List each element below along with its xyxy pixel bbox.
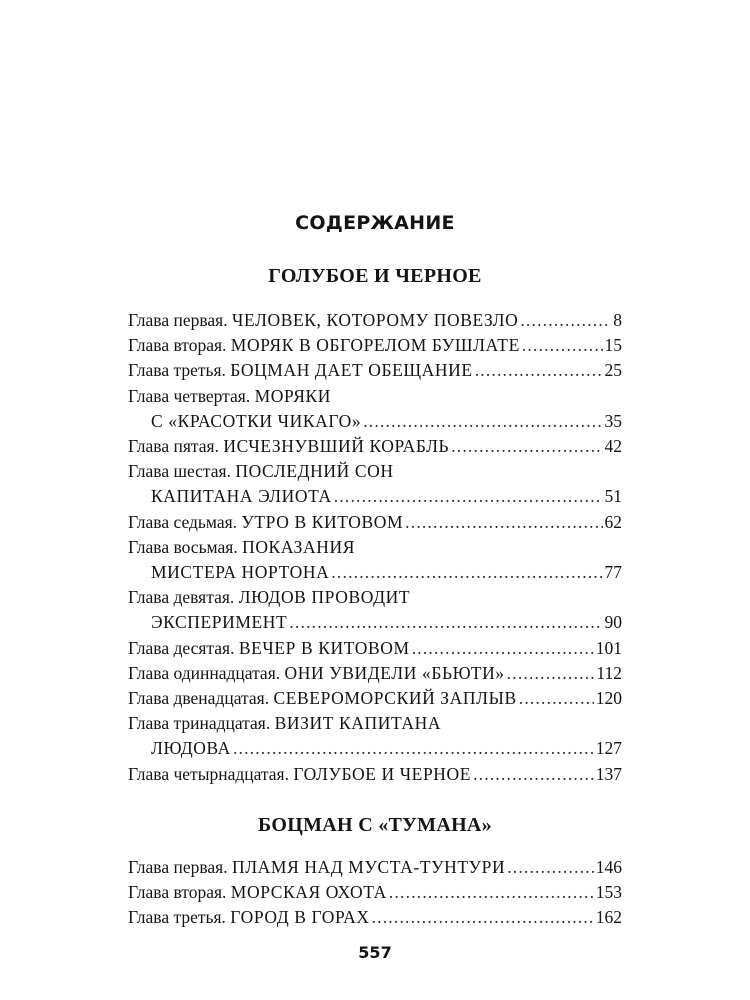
chapter-label: Глава одиннадцатая. bbox=[128, 662, 281, 683]
chapter-label: Глава пятая. bbox=[128, 436, 219, 457]
chapter-title: ЧЕЛОВЕК, КОТОРОМУ ПОВЕЗЛО bbox=[231, 310, 519, 330]
chapter-title: ВИЗИТ КАПИТАНА bbox=[274, 713, 442, 734]
part-title: БОЦМАН С «ТУМАНА» bbox=[258, 814, 492, 836]
chapter-title: ПОКАЗАНИЯ bbox=[242, 536, 355, 557]
chapter-label: Глава третья. bbox=[128, 907, 226, 928]
chapter-label: Глава вторая. bbox=[128, 882, 227, 903]
toc-entry bbox=[128, 686, 622, 711]
toc-entry bbox=[128, 434, 622, 459]
chapter-label: Глава седьмая. bbox=[128, 511, 238, 532]
dot-leader bbox=[520, 308, 611, 333]
toc-entry-line bbox=[128, 855, 622, 880]
chapter-page-number: 62 bbox=[604, 511, 622, 532]
toc-entry bbox=[128, 333, 622, 358]
dot-leader bbox=[334, 484, 603, 509]
chapter-title-continued: ЛЮДОВА bbox=[151, 738, 231, 759]
toc-entry bbox=[128, 711, 622, 761]
dot-leader bbox=[519, 686, 594, 711]
chapter-title: ИСЧЕЗНУВШИЙ КОРАБЛЬ bbox=[223, 436, 450, 457]
toc-entry-line bbox=[128, 905, 622, 930]
toc-entry bbox=[128, 855, 622, 880]
chapter-page-number: 35 bbox=[604, 410, 622, 431]
chapter-page-number: 8 bbox=[613, 310, 622, 330]
toc-entry-line bbox=[128, 560, 622, 585]
toc-entry-line bbox=[128, 636, 622, 661]
chapter-page-number: 42 bbox=[604, 436, 622, 457]
dot-leader bbox=[289, 610, 602, 635]
chapter-title-continued: МИСТЕРА НОРТОНА bbox=[151, 562, 330, 583]
chapter-label: Глава тринадцатая. bbox=[128, 713, 271, 734]
chapter-label: Глава третья. bbox=[128, 360, 226, 381]
chapter-title: ГОРОД В ГОРАХ bbox=[230, 907, 370, 928]
toc-entry-line bbox=[128, 308, 622, 333]
toc-entry-line bbox=[128, 610, 622, 635]
chapter-page-number: 137 bbox=[595, 763, 622, 784]
toc-entry bbox=[128, 535, 622, 585]
dot-leader bbox=[233, 736, 594, 761]
dot-leader bbox=[473, 762, 594, 787]
toc-entry-line bbox=[128, 711, 622, 736]
toc-entry-line bbox=[128, 358, 622, 383]
chapter-label: Глава первая. bbox=[128, 857, 228, 877]
chapter-page-number: 90 bbox=[604, 612, 622, 633]
chapter-title: УТРО В КИТОВОМ bbox=[241, 511, 404, 532]
toc-list bbox=[128, 308, 622, 787]
chapter-title: ГОЛУБОЕ И ЧЕРНОЕ bbox=[293, 763, 472, 784]
chapter-page-number: 77 bbox=[604, 562, 622, 583]
toc-entry bbox=[128, 905, 622, 930]
toc-entry bbox=[128, 510, 622, 535]
chapter-title-continued: С «КРАСОТКИ ЧИКАГО» bbox=[151, 410, 362, 431]
toc-entry-line bbox=[128, 384, 622, 409]
chapter-label: Глава десятая. bbox=[128, 637, 235, 658]
chapter-page-number: 127 bbox=[595, 738, 622, 759]
chapter-title: ЛЮДОВ ПРОВОДИТ bbox=[238, 587, 411, 608]
toc-entry-line bbox=[128, 880, 622, 905]
toc-list bbox=[128, 855, 622, 931]
chapter-title: МОРСКАЯ ОХОТА bbox=[230, 882, 387, 903]
chapter-page-number: 120 bbox=[595, 688, 622, 709]
chapter-label: Глава девятая. bbox=[128, 587, 235, 608]
dot-leader bbox=[412, 636, 594, 661]
toc-entry bbox=[128, 636, 622, 661]
contents-heading: СОДЕРЖАНИЕ bbox=[295, 212, 455, 234]
part-title: ГОЛУБОЕ И ЧЕРНОЕ bbox=[268, 265, 482, 287]
chapter-page-number: 146 bbox=[595, 857, 622, 877]
dot-leader bbox=[522, 333, 603, 358]
chapter-page-number: 51 bbox=[604, 486, 622, 507]
chapter-label: Глава шестая. bbox=[128, 461, 231, 482]
toc-entry-line bbox=[128, 434, 622, 459]
toc-entry bbox=[128, 308, 622, 333]
toc-entry-line bbox=[128, 510, 622, 535]
chapter-label: Глава первая. bbox=[128, 310, 228, 330]
chapter-label: Глава вторая. bbox=[128, 335, 227, 356]
chapter-page-number: 162 bbox=[595, 907, 622, 928]
dot-leader bbox=[475, 358, 603, 383]
chapter-title: МОРЯК В ОБГОРЕЛОМ БУШЛАТЕ bbox=[230, 335, 520, 356]
dot-leader bbox=[331, 560, 602, 585]
toc-entry-line bbox=[128, 661, 622, 686]
toc-entry bbox=[128, 384, 622, 434]
dot-leader bbox=[372, 905, 594, 930]
chapter-page-number: 15 bbox=[604, 335, 622, 356]
dot-leader bbox=[405, 510, 602, 535]
toc-entry-line bbox=[128, 333, 622, 358]
chapter-title: ПЛАМЯ НАД МУСТА-ТУНТУРИ bbox=[231, 857, 506, 877]
chapter-title: ОНИ УВИДЕЛИ «БЬЮТИ» bbox=[284, 662, 505, 683]
chapter-title: СЕВЕРОМОРСКИЙ ЗАПЛЫВ bbox=[273, 688, 517, 709]
dot-leader bbox=[451, 434, 602, 459]
toc-entry bbox=[128, 661, 622, 686]
chapter-label: Глава четырнадцатая. bbox=[128, 763, 289, 784]
chapter-label: Глава двенадцатая. bbox=[128, 688, 270, 709]
chapter-title: ПОСЛЕДНИЙ СОН bbox=[235, 461, 394, 482]
chapter-page-number: 153 bbox=[595, 882, 622, 903]
toc-entry bbox=[128, 762, 622, 787]
chapter-page-number: 101 bbox=[595, 637, 622, 658]
chapter-title: МОРЯКИ bbox=[254, 385, 331, 406]
toc-entry-line bbox=[128, 762, 622, 787]
chapter-title-continued: ЭКСПЕРИМЕНТ bbox=[151, 612, 288, 633]
toc-entry-line bbox=[128, 459, 622, 484]
toc-entry-line bbox=[128, 736, 622, 761]
toc-entry-line bbox=[128, 484, 622, 509]
toc-entry bbox=[128, 459, 622, 509]
toc-entry bbox=[128, 358, 622, 383]
toc-entry bbox=[128, 880, 622, 905]
toc-entry-line bbox=[128, 585, 622, 610]
toc-entry bbox=[128, 585, 622, 635]
toc-entry-line bbox=[128, 686, 622, 711]
dot-leader bbox=[389, 880, 594, 905]
chapter-page-number: 25 bbox=[604, 360, 622, 381]
dot-leader bbox=[507, 855, 594, 880]
dot-leader bbox=[363, 409, 602, 434]
chapter-title-continued: КАПИТАНА ЭЛИОТА bbox=[151, 486, 332, 507]
chapter-title: ВЕЧЕР В КИТОВОМ bbox=[238, 637, 410, 658]
chapter-label: Глава восьмая. bbox=[128, 536, 238, 557]
toc-entry-line bbox=[128, 409, 622, 434]
toc-entry-line bbox=[128, 535, 622, 560]
page-number: 557 bbox=[358, 943, 392, 962]
dot-leader bbox=[507, 661, 595, 686]
chapter-page-number: 112 bbox=[596, 662, 622, 683]
chapter-title: БОЦМАН ДАЕТ ОБЕЩАНИЕ bbox=[230, 360, 473, 381]
chapter-label: Глава четвертая. bbox=[128, 385, 251, 406]
